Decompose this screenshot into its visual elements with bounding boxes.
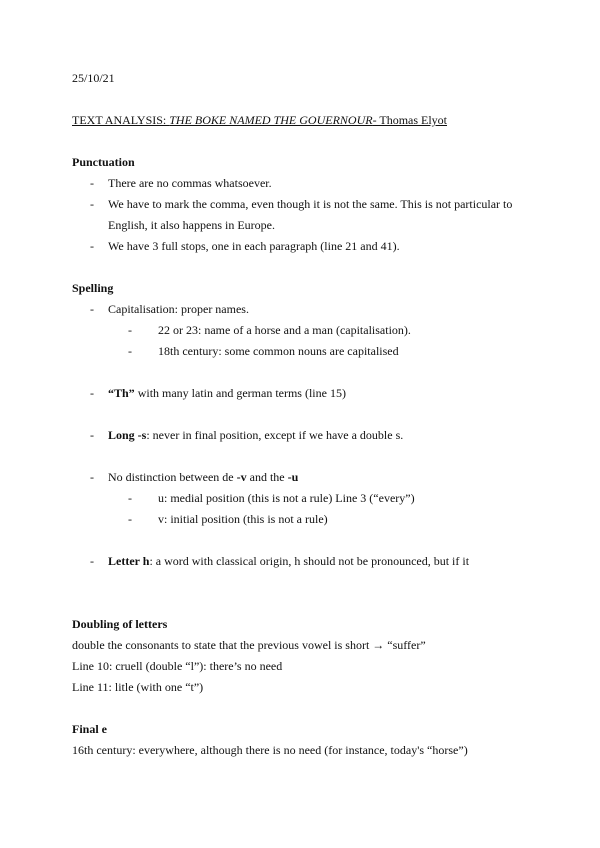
title-book: THE BOKE NAMED THE GOUERNOUR	[169, 113, 373, 127]
title-prefix: TEXT ANALYSIS:	[72, 113, 170, 127]
punctuation-heading: Punctuation	[72, 155, 135, 169]
sub-list-item: - v: initial position (this is not a rule)	[128, 512, 328, 526]
list-item: - We have to mark the comma, even though it is not the same. This is not particular to English, it also happens in Europe.	[90, 197, 513, 232]
spelling-heading: Spelling	[72, 281, 114, 295]
list-item: - “Th” with many latin and german terms (line 15)	[90, 386, 346, 400]
final-e-heading: Final e	[72, 722, 107, 736]
date: 25/10/21	[72, 71, 115, 85]
document-page	[72, 68, 532, 761]
list-item: - We have 3 full stops, one in each paragraph (line 21 and 41).	[90, 239, 400, 253]
sub-list-item: - 18th century: some common nouns are capitalised	[128, 344, 399, 358]
text-line: double the consonants to state that the previous vowel is short → “suffer”	[72, 638, 426, 652]
list-item: - No distinction between de -v and the -u	[90, 470, 299, 484]
text-line: 16th century: everywhere, although there is no need (for instance, today's “horse”)	[72, 743, 468, 757]
list-item: - Long -s: never in final position, except if we have a double s.	[90, 428, 404, 442]
document-title	[72, 110, 532, 131]
doubling-heading: Doubling of letters	[72, 617, 168, 631]
sub-list-item: - u: medial position (this is not a rule) Line 3 (“every”)	[128, 491, 415, 505]
list-item: - Letter h: a word with classical origin, h should not be pronounced, but if it	[90, 554, 470, 568]
list-item: - There are no commas whatsoever.	[90, 176, 272, 190]
sub-list-item: - 22 or 23: name of a horse and a man (capitalisation).	[128, 323, 411, 337]
text-line: Line 10: cruell (double “l”): there’s no need	[72, 659, 283, 673]
title-suffix: - Thomas Elyot	[372, 113, 448, 127]
list-item: - Capitalisation: proper names.	[90, 302, 249, 316]
text-line: Line 11: litle (with one “t”)	[72, 680, 204, 694]
